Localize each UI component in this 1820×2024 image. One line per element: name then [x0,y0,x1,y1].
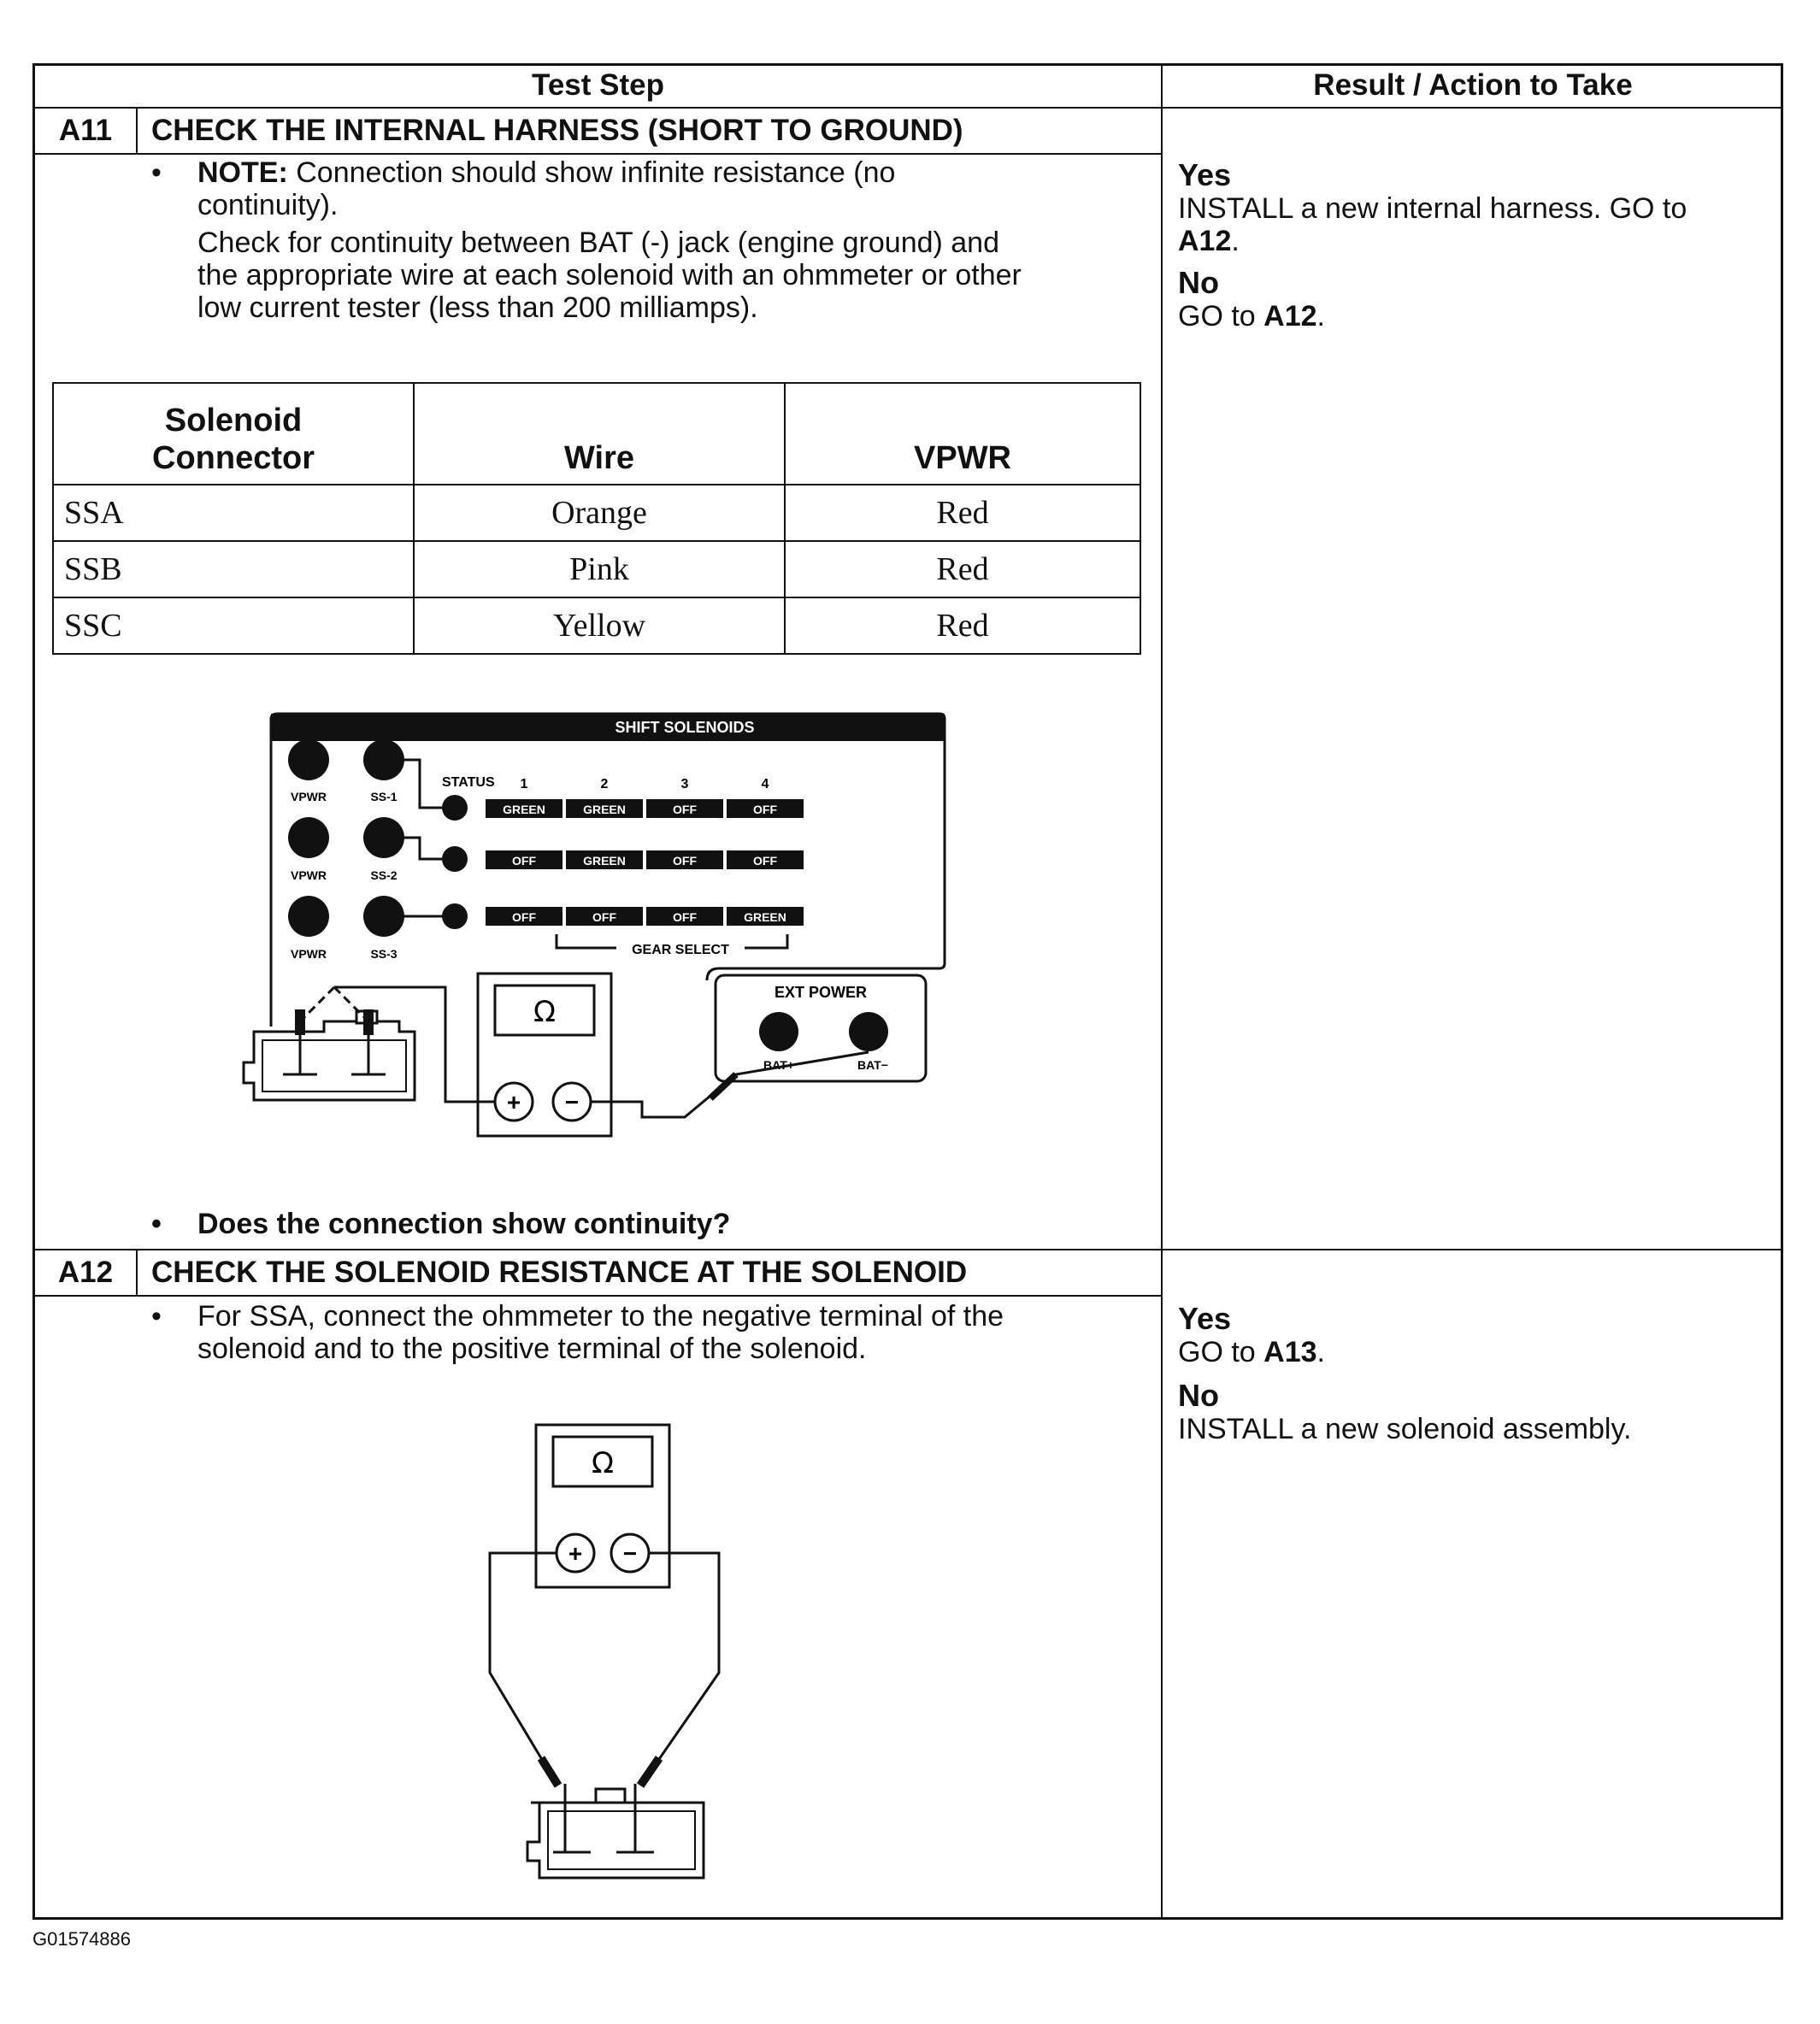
step-id-divider [136,1250,138,1296]
step-id-a12: A12 [57,1256,114,1289]
header-test-step: Test Step [532,68,664,102]
ohm-symbol-1: Ω [533,995,556,1029]
col-num-3: 3 [680,777,689,791]
a11-question [151,1208,731,1240]
col-header-vpwr: VPWR [785,383,1140,485]
bat-plus-jack [759,1012,798,1051]
status-cell: GREEN [583,803,626,816]
gear-status-row-1 [486,799,804,818]
a11-yes-period: . [1231,225,1240,257]
a11-note [151,156,1146,324]
bat-plus-label: BAT+ [763,1058,794,1072]
col-header-connector-line2: Connector [152,440,315,476]
a11-no-ref: A12 [1263,300,1317,332]
ext-power-label: EXT POWER [774,984,868,1001]
status-label: STATUS [442,775,495,790]
a11-no-label: No [1178,265,1219,300]
note-label: NOTE: [197,156,288,189]
a12-line2: solenoid and to the positive terminal of the solenoid. [197,1333,867,1365]
cell-connector: SSA [53,485,414,541]
ss3-label: SS-3 [370,947,398,961]
figure-code: G01574886 [32,1928,131,1950]
a12-instruction [151,1300,1146,1365]
a11-yes-text [1178,192,1776,257]
a11-title-divider [35,153,1161,155]
a11-no-period: . [1316,300,1325,332]
status-cell: OFF [512,910,536,924]
status-cell: OFF [753,803,777,816]
gear-select-label: GEAR SELECT [632,943,729,957]
table-header-row [53,383,1140,485]
a12-yes-label: Yes [1178,1301,1232,1336]
status-led-1 [442,795,468,821]
a12-no-text: INSTALL a new solenoid assembly. [1178,1413,1632,1445]
cell-vpwr: Red [785,485,1140,541]
panel-title: SHIFT SOLENOIDS [615,719,755,736]
status-cell: GREEN [503,803,545,816]
vpwr-jack-3 [288,896,329,937]
solenoid-wire-table [52,382,1141,655]
vpwr-jack-1 [288,739,329,780]
ss1-label: SS-1 [370,790,398,803]
note-line2: continuity). [197,189,339,221]
a12-yes-ref: A13 [1263,1336,1317,1368]
a11-no-goto: GO to [1178,300,1264,332]
cell-connector: SSB [53,541,414,597]
solenoid-connector-2 [527,1784,704,1878]
vpwr-jack-2 [288,817,329,858]
bat-minus-jack [849,1012,888,1051]
plus-sign-2: + [568,1540,583,1567]
step-id-a11: A11 [58,114,113,147]
cell-wire: Pink [414,541,785,597]
a11-yes-line1: INSTALL a new internal harness. GO to [1178,192,1687,225]
vpwr-label-2: VPWR [291,868,327,882]
status-led-3 [442,903,468,929]
a12-yes-text [1178,1336,1325,1368]
check-line1: Check for continuity between BAT (-) jack (engine ground) and [197,227,1000,259]
col-header-connector [53,383,414,485]
header-result-action: Result / Action to Take [1313,68,1633,102]
bat-minus-label: BAT− [857,1058,888,1072]
step-title-a12: CHECK THE SOLENOID RESISTANCE AT THE SOLENOID [151,1256,968,1289]
status-cell: OFF [512,854,536,868]
cell-vpwr: Red [785,597,1140,654]
gear-status-row-2 [486,850,804,869]
cell-vpwr: Red [785,541,1140,597]
bullet-dot: • [151,156,162,189]
status-cell: OFF [592,910,616,924]
test-procedure-table [32,63,1783,1920]
ss2-label: SS-2 [370,868,398,882]
col-header-wire: Wire [414,383,785,485]
status-cell: GREEN [744,910,786,924]
solenoid-resistance-diagram [445,1416,787,1895]
col-header-connector-line1: Solenoid [164,403,303,438]
a12-title-divider [35,1295,1161,1297]
status-cell: OFF [673,803,697,816]
a11-yes-label: Yes [1178,157,1232,192]
a11-yes-ref: A12 [1178,225,1232,257]
vpwr-label-3: VPWR [291,947,327,961]
solenoid-connector-1 [244,987,415,1100]
step-id-divider [136,108,138,154]
a12-no-label: No [1178,1378,1219,1413]
a12-line1: For SSA, connect the ohmmeter to the negative terminal of the [197,1300,1004,1333]
status-cell: OFF [753,854,777,868]
cell-wire: Yellow [414,597,785,654]
status-cell: OFF [673,854,697,868]
status-cell: OFF [673,910,697,924]
bullet-dot: • [151,1300,162,1333]
shift-solenoid-tester-diagram [189,707,958,1220]
table-row [53,485,1140,541]
vpwr-label-1: VPWR [291,790,327,803]
cell-connector: SSC [53,597,414,654]
minus-sign-2: − [622,1540,638,1567]
col-num-2: 2 [600,777,609,791]
plus-sign-1: + [506,1089,521,1115]
bullet-dot: • [151,1208,162,1240]
minus-sign-1: − [564,1089,580,1115]
gear-status-row-3 [486,907,804,926]
check-line2: the appropriate wire at each solenoid with an ohmmeter or other [197,259,1022,291]
cell-wire: Orange [414,485,785,541]
a12-yes-period: . [1316,1336,1325,1368]
status-led-2 [442,846,468,872]
col-num-1: 1 [520,777,528,791]
status-cell: GREEN [583,854,626,868]
table-row [53,597,1140,654]
step-title-a11: CHECK THE INTERNAL HARNESS (SHORT TO GROUND) [151,114,963,147]
col-num-4: 4 [761,777,769,791]
note-line1: Connection should show infinite resistance (no [287,156,896,189]
check-line3: low current tester (less than 200 milliamps). [197,291,758,324]
a11-no-text [1178,300,1325,332]
table-row [53,541,1140,597]
ohm-symbol-2: Ω [592,1446,614,1480]
column-divider [1161,66,1163,1917]
question-text: Does the connection show continuity? [197,1208,731,1240]
a12-yes-goto: GO to [1178,1336,1264,1368]
